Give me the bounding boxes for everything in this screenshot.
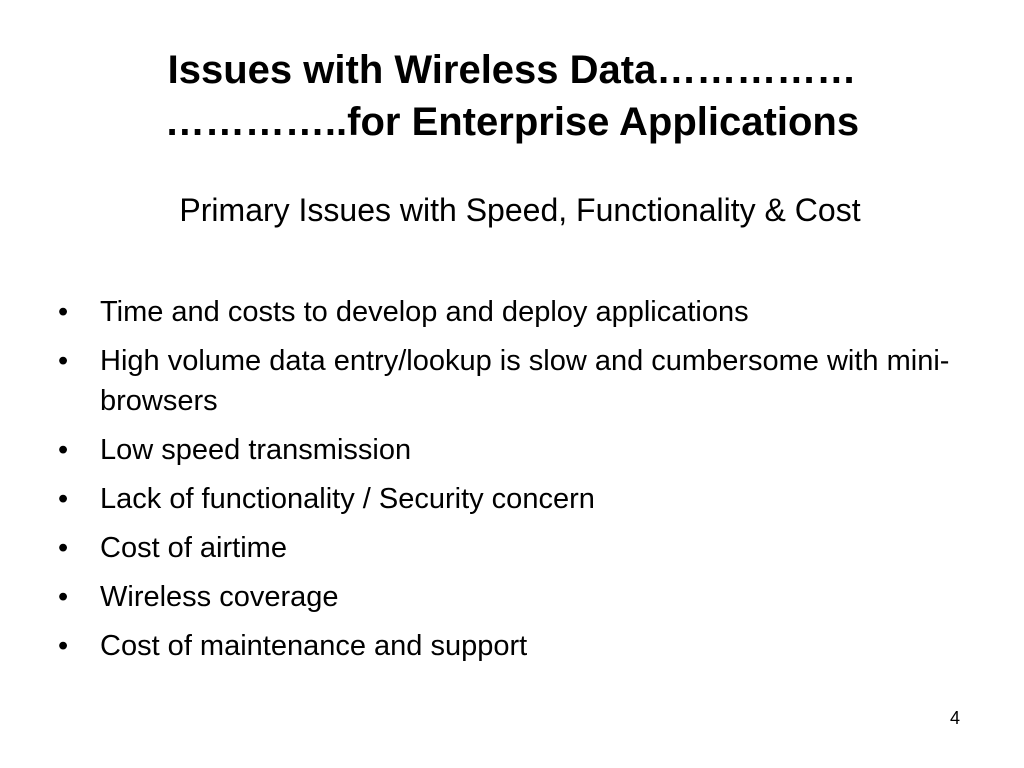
bullet-icon: • [58, 434, 69, 466]
bullet-text: High volume data entry/lookup is slow and cumbersome with mini-browsers [100, 345, 950, 417]
bullet-text: Low speed transmission [100, 434, 412, 466]
bullet-text: Wireless coverage [100, 581, 339, 613]
bullet-icon: • [58, 581, 69, 613]
title-line-1: Issues with Wireless Data…………… [167, 48, 857, 92]
bullet-item-security [58, 479, 978, 519]
bullet-text: Lack of functionality / Security concern [100, 483, 595, 515]
bullet-icon: • [58, 532, 69, 564]
bullet-icon: • [58, 630, 69, 662]
bullet-item-low-speed [58, 430, 978, 470]
slide-subtitle: Primary Issues with Speed, Functionality & Cost [179, 192, 861, 228]
bullet-item-airtime [58, 528, 978, 568]
page-number: 4 [949, 708, 960, 728]
title-line-2: …………..for Enterprise Applications [164, 100, 860, 144]
bullet-icon: • [58, 345, 69, 377]
slide-title [0, 44, 1024, 148]
bullet-text: Cost of maintenance and support [100, 630, 528, 662]
bullet-text: Cost of airtime [100, 532, 287, 564]
bullet-icon: • [58, 483, 69, 515]
bullet-item-coverage [58, 577, 978, 617]
bullet-list [58, 292, 978, 675]
bullet-icon: • [58, 296, 69, 328]
bullet-item-dev-costs [58, 292, 978, 332]
bullet-text: Time and costs to develop and deploy applications [100, 296, 749, 328]
bullet-item-data-entry [58, 341, 978, 421]
bullet-item-maintenance [58, 626, 978, 666]
